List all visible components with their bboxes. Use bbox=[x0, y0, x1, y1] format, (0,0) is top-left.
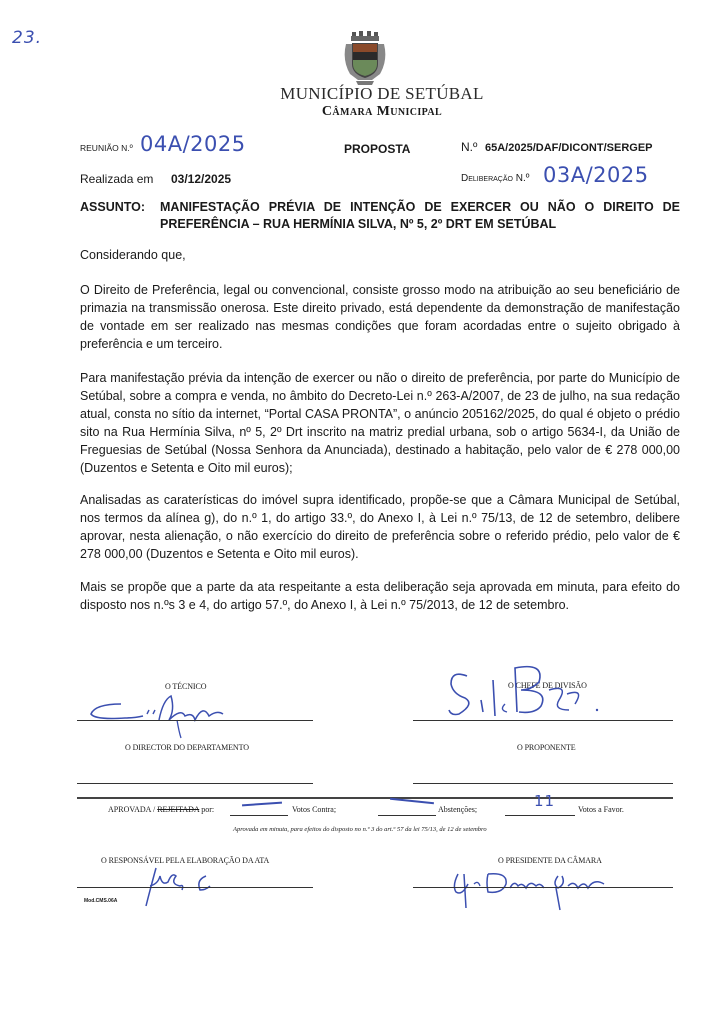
municipal-crest-icon bbox=[338, 30, 392, 86]
body-paragraph: Mais se propõe que a parte da ata respeitante a esta deliberação seja aprovada em minuta, para efeito do disposto nos n.ºs 3 e 4, do artigo 57.º, do Anexo I, à Lei n.º 75/2013, de 12 de setembro. bbox=[80, 580, 680, 612]
handwritten-page-number: 23. bbox=[12, 28, 43, 48]
responsavel-ata-label: O RESPONSÁVEL PELA ELABORAÇÃO DA ATA bbox=[101, 856, 270, 865]
tecnico-label: O TÉCNICO bbox=[165, 682, 207, 691]
chefe-divisao-label: O CHEFE DE DIVISÃO bbox=[508, 681, 587, 690]
proponente-label: O PROPONENTE bbox=[517, 743, 576, 752]
director-departamento-label: O DIRECTOR DO DEPARTAMENTO bbox=[125, 743, 249, 752]
subject-text: MANIFESTAÇÃO PRÉVIA DE INTENÇÃO DE EXERCER OU NÃO O DIREITO DE PREFERÊNCIA – RUA HERMÍNIA SILVA, Nº 5, 2º DRT EM SETÚBAL bbox=[160, 200, 680, 231]
minuta-approval-note: Aprovada em minuta, para efeitos do disposto no n.º 3 do art.º 57 da lei 75/13, de 12 de setembro bbox=[233, 826, 487, 833]
votos-contra-label: Votos Contra; bbox=[292, 805, 337, 814]
votos-favor-handwritten-value: 11 bbox=[534, 792, 556, 810]
chefe-divisao-signature-line bbox=[413, 720, 673, 721]
body-paragraph: Analisadas as caraterísticas do imóvel supra identificado, propõe-se que a Câmara Municipal de Setúbal, nos termos da alínea g), do n.º 1, do artigo 33.º, do Anexo I, à Lei n.º 75/13, de 12 de setembro, delibere aprovar, nesta alienação, o não exercício do direito de preferência sobre o referido prédio, pelo valor de € 278 000,00 (Duzentos e Setenta e Oito mil euros). bbox=[80, 493, 680, 561]
votos-favor-label: Votos a Favor. bbox=[578, 805, 624, 814]
reuniao-number-handwritten: 04A/2025 bbox=[140, 132, 246, 156]
section-divider bbox=[77, 797, 673, 799]
chefe-divisao-signature bbox=[445, 660, 625, 720]
abstencoes-line bbox=[378, 815, 436, 816]
realizada-label: Realizada em bbox=[80, 172, 154, 186]
votos-favor-line bbox=[505, 815, 575, 816]
proposta-label: PROPOSTA bbox=[344, 142, 411, 156]
presidente-camara-label: O PRESIDENTE DA CÂMARA bbox=[498, 856, 602, 865]
body-paragraph: O Direito de Preferência, legal ou convencional, consiste grosso modo na atribuição ao seu beneficiário de primazia na transmissão onerosa. Este direito privado, está dependente da demonstração de manifestação de vontade em ser realizado nas mesmas condições que foram acordadas entre o sujeito obrigado à preferência e um terceiro. bbox=[80, 283, 680, 351]
subject-label: ASSUNTO: bbox=[80, 200, 146, 214]
votos-contra-handwritten-dash bbox=[242, 802, 282, 807]
votos-contra-line bbox=[230, 815, 288, 816]
form-model-code: Mod.CMS.06A bbox=[84, 898, 118, 904]
proposta-number-label: N.º bbox=[461, 140, 478, 154]
tecnico-signature-line bbox=[77, 720, 313, 721]
body-paragraph: Para manifestação prévia da intenção de exercer ou não o direito de preferência, por parte do Município de Setúbal, sobre a compra e venda, no âmbito do Decreto-Lei n.º 263-A/2007, de 23 de julho, na sua redação atual, consta no sítio da internet, “Portal CASA PRONTA”, o anúncio 205162/2025, do qual é objeto o prédio sito na Rua Hermínia Silva, nº 5, 2º Drt inscrito na matriz predial urbana, sob o artigo 5634-I, da União de Freguesias de Setúbal (Nossa Senhora da Anunciada), destinado a habitação, pelo valor de € 278 000,00 (Duzentos e Setenta e Oito mil euros); bbox=[80, 371, 680, 475]
abstencoes-label: Abstenções; bbox=[438, 805, 478, 814]
council-title: Câmara Municipal bbox=[321, 104, 443, 119]
responsavel-signature-line bbox=[77, 887, 313, 888]
proposta-number: 65A/2025/DAF/DICONT/SERGEP bbox=[485, 142, 653, 154]
tecnico-signature bbox=[85, 690, 325, 740]
municipality-title: MUNICÍPIO DE SETÚBAL bbox=[280, 84, 484, 103]
director-signature-line bbox=[77, 783, 313, 784]
proponente-signature-line bbox=[413, 783, 673, 784]
por-text: por: bbox=[199, 805, 215, 814]
deliberacao-number-handwritten: 03A/2025 bbox=[543, 163, 649, 187]
meeting-date: 03/12/2025 bbox=[171, 172, 232, 186]
deliberacao-label: Deliberação N.º bbox=[461, 173, 530, 184]
reuniao-label: REUNIÃO N.º bbox=[80, 143, 133, 153]
aprovada-text: APROVADA / bbox=[108, 805, 158, 814]
rejeitada-struck-text: REJEITADA bbox=[157, 805, 200, 814]
presidente-signature-line bbox=[413, 887, 673, 888]
aprovada-rejeitada-label bbox=[108, 805, 214, 814]
body-paragraph: Considerando que, bbox=[80, 248, 186, 262]
